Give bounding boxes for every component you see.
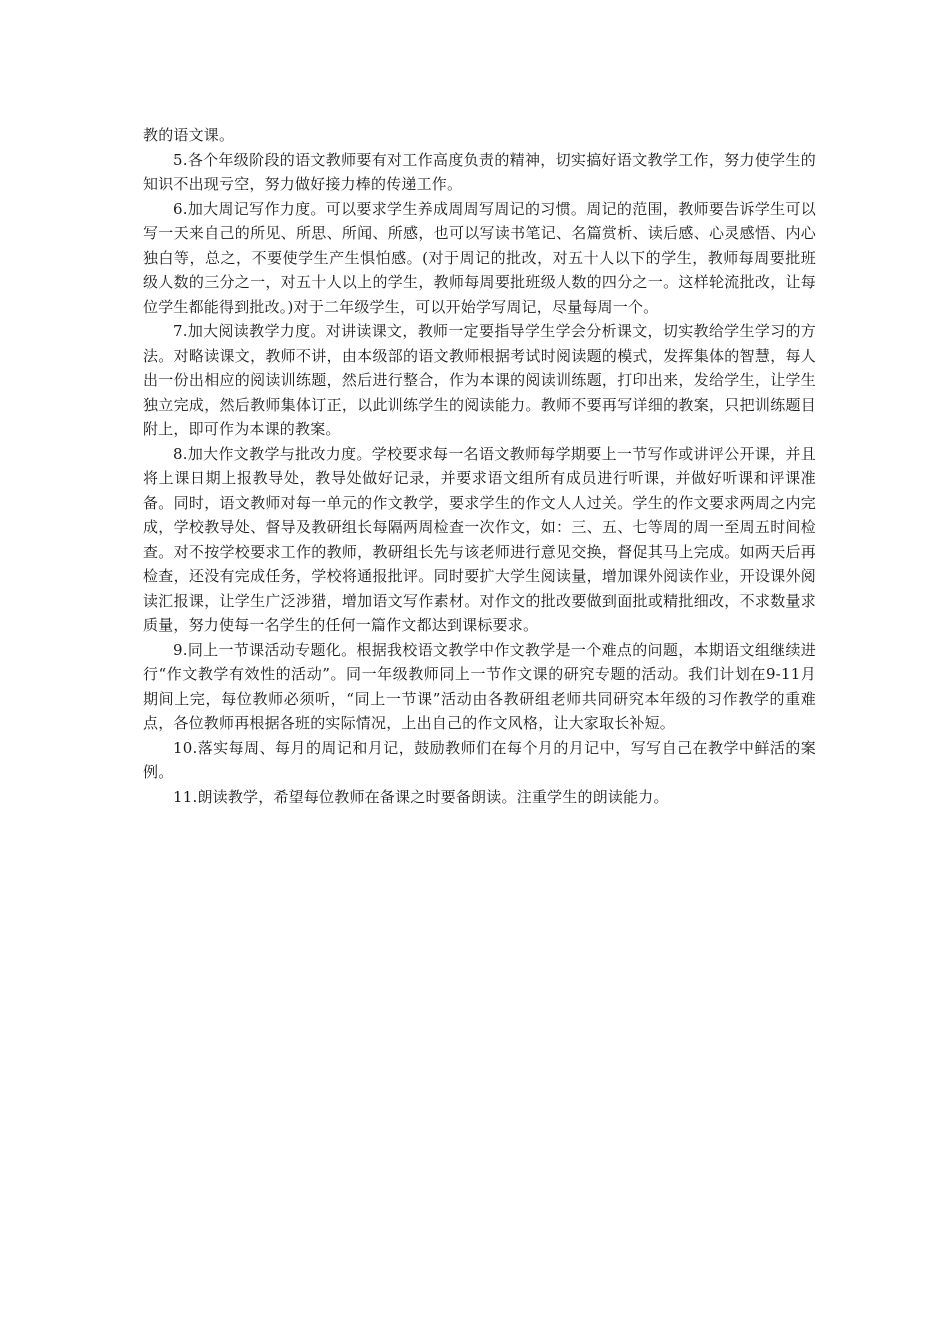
document-body: [143, 123, 816, 809]
paragraph-continuation: 教的语文课。: [143, 126, 235, 144]
paragraph-item-7: 7.加大阅读教学力度。对讲读课文，教师一定要指导学生学会分析课文，切实教给学生学习的方法。对略读课文，教师不讲，由本级部的语文教师根据考试时阅读题的模式，发挥集体的智慧，每人出一份出相应的阅读训练题，然后进行整合，作为本课的阅读训练题，打印出来，发给学生，让学生独立完成，然后教师集体订正，以此训练学生的阅读能力。教师不要再写详细的教案，只把训练题目附上，即可作为本课的教案。: [143, 322, 816, 438]
paragraph-item-5: 5.各个年级阶段的语文教师要有对工作高度负责的精神，切实搞好语文教学工作，努力使学生的知识不出现亏空，努力做好接力棒的传递工作。: [143, 150, 816, 193]
paragraph-item-6: 6.加大周记写作力度。可以要求学生养成周周写周记的习惯。周记的范围，教师要告诉学生可以写一天来自己的所见、所思、所闻、所感，也可以写读书笔记、名篇赏析、读后感、心灵感悟、内心独白等，总之，不要使学生产生惧怕感。(对于周记的批改，对五十人以下的学生，教师每周要批班级人数的三分之一，对五十人以上的学生，教师每周要批班级人数的四分之一。这样轮流批改，让每位学生都能得到批改。)对于二年级学生，可以开始学写周记，尽量每周一个。: [143, 199, 816, 316]
paragraph-item-9: 9.同上一节课活动专题化。根据我校语文教学中作文教学是一个难点的问题，本期语文组继续进行“作文教学有效性的活动”。同一年级教师同上一节作文课的研究专题的活动。我们计划在9-11月期间上完，每位教师必须听，“同上一节课”活动由各教研组老师共同研究本年级的习作教学的重难点，各位教师再根据各班的实际情况，上出自己的作文风格，让大家取长补短。: [143, 640, 816, 732]
paragraph-item-11: 11.朗读教学，希望每位教师在备课之时要备朗读。注重学生的朗读能力。: [173, 787, 669, 806]
paragraph-item-10: 10.落实每周、每月的周记和月记，鼓励教师们在每个月的月记中，写写自己在教学中鲜活的案例。: [143, 738, 816, 781]
paragraph-item-8: 8.加大作文教学与批改力度。学校要求每一名语文教师每学期要上一节写作或讲评公开课，并且将上课日期上报教导处，教导处做好记录，并要求语文组所有成员进行听课，并做好听课和评课准备。同时，语文教师对每一单元的作文教学，要求学生的作文人人过关。学生的作文要求两周之内完成，学校教导处、督导及教研组长每隔两周检查一次作文，如：三、五、七等周的周一至周五时间检查。对不按学校要求工作的教师，教研组长先与该老师进行意见交换，督促其马上完成。如两天后再检查，还没有完成任务，学校将通报批评。同时要扩大学生阅读量，增加课外阅读作业，开设课外阅读汇报课，让学生广泛涉猎，增加语文写作素材。对作文的批改要做到面批或精批细改，不求数量求质量，努力使每一名学生的任何一篇作文都达到课标要求。: [143, 444, 816, 634]
